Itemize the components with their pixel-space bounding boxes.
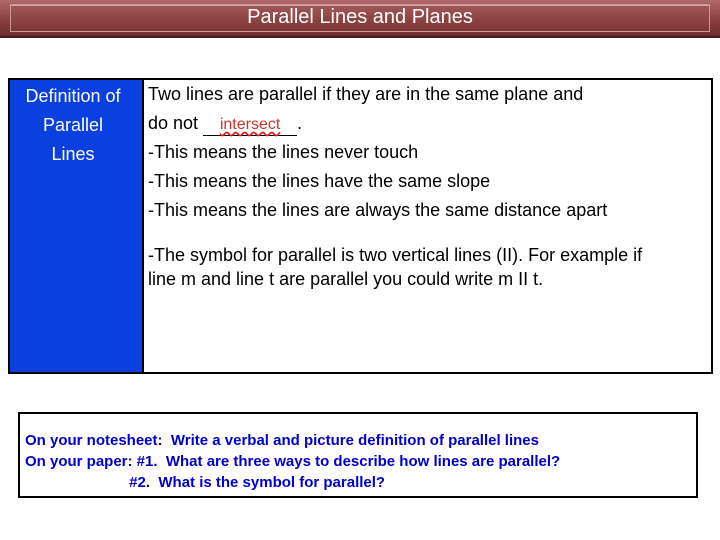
bullet-same-slope: -This means the lines have the same slope — [148, 171, 491, 191]
title-bar — [0, 0, 720, 38]
bullet-same-distance: -This means the lines are always the same distance apart — [148, 200, 608, 220]
definition-line-2-suffix: . — [297, 113, 303, 133]
definition-line-2-prefix: do not — [148, 113, 199, 133]
note-line-1: On your notesheet: Write a verbal and picture definition of parallel lines — [25, 432, 539, 449]
fill-in-blank — [203, 113, 297, 136]
definition-content — [148, 80, 708, 291]
symbol-line-1: -The symbol for parallel is two vertical lines (II). For example if — [148, 245, 643, 265]
note-line-3: #2. What is the symbol for parallel? — [25, 474, 386, 491]
spacer — [148, 225, 708, 243]
symbol-line-2: line m and line t are parallel you could write m II t. — [148, 269, 544, 289]
bullet-never-touch: -This means the lines never touch — [148, 142, 419, 162]
definition-term: Definition of Parallel Lines — [25, 86, 121, 164]
note-line-2: On your paper: #1. What are three ways to describe how lines are parallel? — [25, 453, 561, 470]
page-title: Parallel Lines and Planes — [247, 6, 473, 28]
definition-line-2 — [148, 109, 708, 138]
blank-answer: intersect — [219, 116, 281, 133]
definition-line-1: Two lines are parallel if they are in the same plane and — [148, 84, 584, 104]
notes-box — [18, 412, 698, 498]
